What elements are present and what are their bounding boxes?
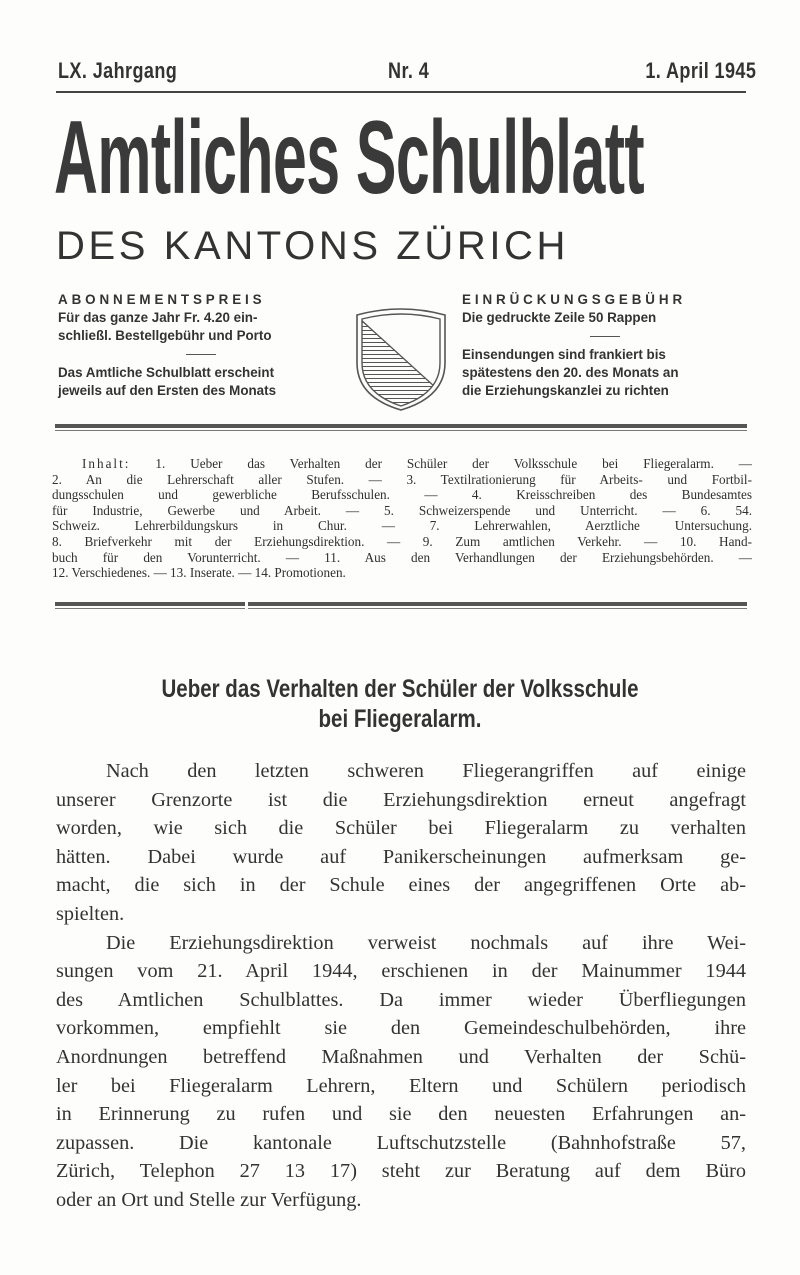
- body-line: hätten. Dabei wurde auf Panikerscheinungen aufmerksam ge-: [56, 845, 746, 868]
- contents-line: Schweiz. Lehrerbildungskurs in Chur. — 7. Lehrerwahlen, Aerztliche Untersuchung.: [52, 518, 752, 534]
- body-line: spielten.: [56, 902, 125, 925]
- publication-subtitle: DES KANTONS ZÜRICH: [56, 224, 570, 268]
- advertising-line: Die gedruckte Zeile 50 Rappen: [462, 310, 657, 325]
- body-line: oder an Ort und Stelle zur Verfügung.: [56, 1188, 362, 1211]
- article-title-line: Ueber das Verhalten der Schüler der Volksschule: [161, 675, 639, 703]
- subscription-info: [58, 291, 343, 400]
- contents-line: 1. Ueber das Verhalten der Schüler der Volksschule bei Fliegeralarm. —: [155, 456, 752, 471]
- issue-number: Nr. 4: [388, 58, 430, 83]
- contents-line: dungsschulen und gewerbliche Berufsschulen. — 4. Kreisschreiben des Bundesamtes: [52, 487, 752, 503]
- table-of-contents: [52, 456, 752, 581]
- subscription-line: Für das ganze Jahr Fr. 4.20 ein-: [58, 310, 258, 325]
- body-line: sungen vom 21. April 1944, erschienen in der Mainummer 1944: [56, 960, 746, 983]
- contents-label: Inhalt:: [82, 456, 131, 471]
- contents-line: 12. Verschiedenes. — 13. Inserate. — 14. Promotionen.: [52, 565, 346, 581]
- article-title: [60, 674, 740, 734]
- masthead-topline: [56, 52, 756, 92]
- body-line: ler bei Fliegeralarm Lehrern, Eltern und Schülern periodisch: [56, 1074, 746, 1097]
- advertising-heading: EINRÜCKUNGSGEBÜHR: [462, 292, 687, 307]
- contents-line: 2. An die Lehrerschaft aller Stufen. — 3. Textilrationierung für Arbeits- und Fortbil-: [52, 471, 752, 487]
- issue-date: 1. April 1945: [645, 58, 756, 83]
- publication-title: Amtliches Schulblatt: [54, 100, 645, 216]
- double-rule: [55, 424, 747, 431]
- publication-schedule-line: Das Amtliche Schulblatt erscheint: [58, 365, 275, 380]
- body-line: macht, die sich in der Schule eines der angegriffenen Orte ab-: [56, 874, 746, 897]
- contents-line: buch für den Vorunterricht. — 11. Aus den Verhandlungen der Erziehungsbehörden. —: [52, 549, 752, 565]
- body-line: des Amtlichen Schulblattes. Da immer wieder Überfliegungen: [56, 988, 746, 1011]
- double-rule: [55, 602, 747, 609]
- body-line: unserer Grenzorte ist die Erziehungsdirektion erneut angefragt: [56, 788, 746, 811]
- subscription-heading: ABONNEMENTSPREIS: [58, 292, 266, 307]
- body-line: worden, wie sich die Schüler bei Fliegeralarm zu verhalten: [56, 817, 746, 840]
- contents-line: 8. Briefverkehr mit der Erziehungsdirektion. — 9. Zum amtlichen Verkehr. — 10. Hand-: [52, 533, 752, 549]
- body-line: in Erinnerung zu rufen und sie den neuesten Erfahrungen an-: [56, 1103, 746, 1126]
- body-line: vorkommen, empfiehlt sie den Gemeindeschulbehörden, ihre: [56, 1017, 746, 1040]
- publication-schedule-line: jeweils auf den Ersten des Monats: [58, 383, 277, 398]
- submission-line: Einsendungen sind frankiert bis: [462, 347, 666, 362]
- subscription-line: schließl. Bestellgebühr und Porto: [58, 328, 272, 343]
- divider: [590, 336, 620, 337]
- submission-line: spätestens den 20. des Monats an: [462, 365, 679, 380]
- divider: [186, 354, 216, 355]
- advertising-info: [462, 291, 747, 400]
- volume-label: LX. Jahrgang: [58, 58, 178, 83]
- contents-line: für Industrie, Gewerbe und Arbeit. — 5. Schweizerspende und Unterricht. — 6. 54.: [52, 502, 752, 518]
- body-line: Anordnungen betreffend Maßnahmen und Verhalten der Schü-: [56, 1045, 746, 1068]
- body-line: zupassen. Die kantonale Luftschutzstelle (Bahnhofstraße 57,: [56, 1131, 746, 1154]
- article-body: [56, 757, 746, 1215]
- submission-line: die Erziehungskanzlei zu richten: [462, 383, 669, 398]
- body-line: Nach den letzten schweren Fliegerangriffen auf einige: [106, 760, 746, 782]
- body-line: Zürich, Telephon 27 13 17) steht zur Beratung auf dem Büro: [56, 1160, 746, 1183]
- body-line: Die Erziehungsdirektion verweist nochmals auf ihre Wei-: [106, 931, 746, 954]
- zurich-shield-icon: [354, 305, 448, 411]
- masthead-rule: [56, 91, 746, 93]
- article-title-line: bei Fliegeralarm.: [318, 705, 482, 733]
